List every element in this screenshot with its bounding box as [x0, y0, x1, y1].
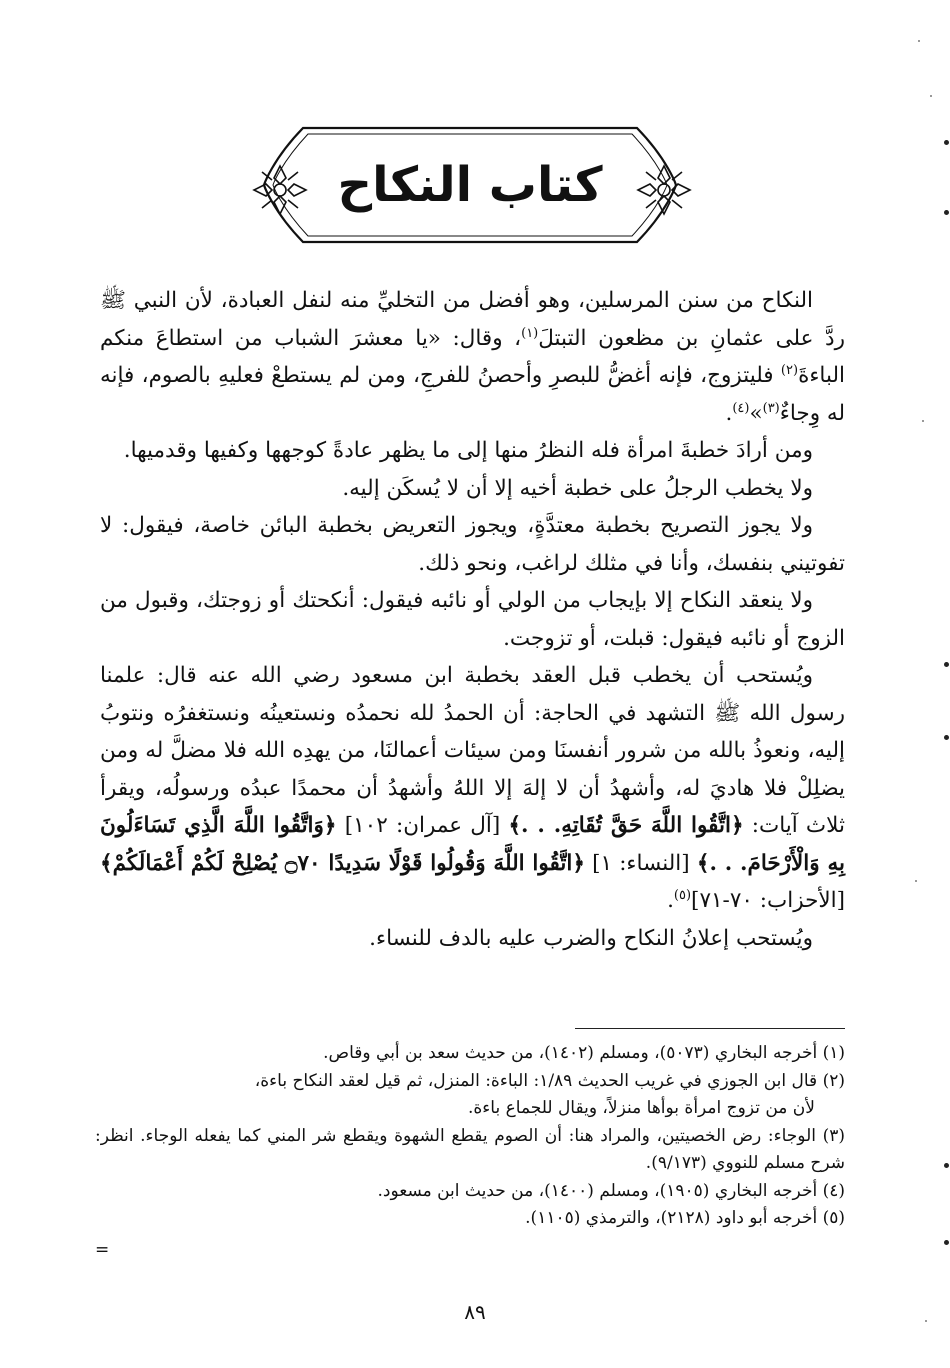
verse-reference: [النساء: ١]	[584, 850, 697, 876]
chapter-title-frame	[248, 120, 692, 250]
flower-ornament-icon	[634, 162, 694, 218]
quran-verse: ﴿وَاتَّقُوا اللَّهَ الَّذِي تَسَاءَلُونَ بِهِ وَالْأَرْحَامَ. . .﴾	[100, 813, 845, 876]
footnote-continuation: لأن من تزوج امرأة بوأها منزلاً، ويقال للجماع باءة.	[468, 1098, 815, 1118]
scan-speck	[915, 880, 917, 882]
footnote-separator	[575, 1028, 845, 1029]
verse-reference: [الأحزاب: ٧٠-٧١]	[691, 888, 845, 913]
edge-bullet	[944, 1163, 949, 1168]
scan-speck	[918, 40, 920, 42]
flower-ornament-icon	[250, 162, 310, 218]
edge-bullet	[944, 1240, 949, 1245]
footnote-item: (٥) أخرجه أبو داود (٢١٢٨)، والترمذي (١١٠٥).	[525, 1208, 845, 1228]
chapter-title: كتاب النكاح	[337, 157, 603, 213]
paragraph-hinting: ولا يجوز التصريح بخطبة معتدَّةٍ، ويجوز التعريض بخطبة البائن خاصة، فيقول: لا تفوتيني بنفسك، وأنا في مثلك لراغب، ونحو ذلك.	[100, 513, 845, 576]
paragraph-contract: ولا ينعقد النكاح إلا بإيجاب من الولي أو نائبه فيقول: أنكحتك أو زوجتك، وقبول من الزوج أو نائبه فيقول: قبلت، أو تزوجت.	[100, 588, 845, 651]
footnote-item: (٢) قال ابن الجوزي في غريب الحديث ١/٨٩: الباءة: المنزل، ثم قيل لعقد النكاح باءة،	[254, 1070, 845, 1091]
scan-speck	[925, 1320, 927, 1322]
main-text	[100, 282, 845, 957]
continuation-mark: =	[95, 1240, 110, 1260]
paragraph-announcement: ويُستحب إعلانُ النكاح والضرب عليه بالدف للنساء.	[369, 925, 813, 951]
footnote-ref[interactable]: (٣)	[762, 400, 780, 416]
footnote-item: (٣) الوجاء: رض الخصيتين، والمراد هنا: أن الصوم يقطع الشهوة ويقطع شر المني كما يفعله الوجاء. انظر: شرح مسلم للنووي (٩/١٧٣).	[95, 1125, 845, 1173]
paragraph-viewing: ومن أرادَ خطبةَ امرأة فله النظرُ منها إلى ما يظهر عادةً كوجهها وكفيها وقدميها.	[123, 438, 813, 463]
footnotes	[95, 1040, 845, 1233]
scan-speck	[922, 420, 924, 422]
footnote-ref[interactable]: (٥)	[673, 887, 692, 903]
edge-bullet	[944, 210, 949, 215]
verse-reference: [آل عمران: ١٠٢]	[336, 813, 509, 838]
page-number: ٨٩	[464, 1300, 486, 1324]
footnote-item: (١) أخرجه البخاري (٥٠٧٣)، ومسلم (١٤٠٢)، من حديث سعد بن أبي وقاص.	[323, 1043, 845, 1063]
quran-verse: ﴿اتَّقُوا اللَّهَ وَقُولُوا قَوْلًا سَدِيدًا ۝٧٠ يُصْلِحْ لَكُمْ أَعْمَالَكُمْ﴾	[100, 850, 585, 876]
footnote-ref[interactable]: (٢)	[780, 362, 799, 378]
edge-bullet	[944, 735, 949, 740]
footnote-ref[interactable]: (١)	[521, 325, 539, 341]
scan-speck	[930, 95, 932, 97]
edge-bullet	[944, 140, 949, 145]
paragraph-sermon: ويُستحب أن يخطب قبل العقد بخطبة ابن مسعود رضي الله عنه قال: علمنا رسول الله ﷺ التشهد في الحاجة: أن الحمدُ لله نحمدُه ونستعينُه ونستغفرُه ونتوبُ إليه، ونعوذُ بالله من شرور أنفسنَا ومن سيئات أعمالنَا، من يهدِه الله فلا مضلَّ له ومن يضلِلْ فلا هاديَ له، وأشهدُ أن لا إلهَ إلا اللهُ وأشهدُ أن محمدًا عبدُه ورسولُه، ويقرأ ثلاث آيات: ﴿اتَّقُوا اللَّهَ حَقَّ تُقَاتِهِ. . .﴾ [آل عمران: ١٠٢] ﴿وَاتَّقُوا اللَّهَ الَّذِي تَسَاءَلُونَ بِهِ وَالْأَرْحَامَ. . .﴾ [النساء: ١] ﴿اتَّقُوا اللَّهَ وَقُولُوا قَوْلًا سَدِيدًا ۝٧٠ يُصْلِحْ لَكُمْ أَعْمَالَكُمْ﴾ [الأحزاب: ٧٠-٧١]$^{(٥)}$.	[100, 663, 845, 913]
paragraph-proposal: ولا يخطب الرجلُ على خطبة أخيه إلا أن لا يُسكَن إليه.	[342, 475, 813, 501]
paragraph-intro: النكاح من سنن المرسلين، وهو أفضل من التخليِّ منه لنفل العبادة، لأن النبي ﷺ ردَّ على عثمانِ بن مظعون التبتلَ$^{(١)}$، وقال: «يا معشرَ الشباب من استطاعَ منكم الباءةَ$^{(٢)}$ فليتزوج، فإنه أغضُّ للبصرِ وأحصنُ للفرجِ، ومن لم يستطعْ فعليهِ بالصوم، فإنه له وِجاءٌ$^{(٣)}$»$^{(٤)}$.	[100, 288, 845, 426]
footnote-item: (٤) أخرجه البخاري (١٩٠٥)، ومسلم (١٤٠٠)، من حديث ابن مسعود.	[377, 1180, 845, 1201]
edge-bullet	[944, 662, 949, 667]
quran-verse: ﴿اتَّقُوا اللَّهَ حَقَّ تُقَاتِهِ. . .﴾	[508, 813, 744, 838]
footnote-ref[interactable]: (٤)	[732, 400, 750, 416]
